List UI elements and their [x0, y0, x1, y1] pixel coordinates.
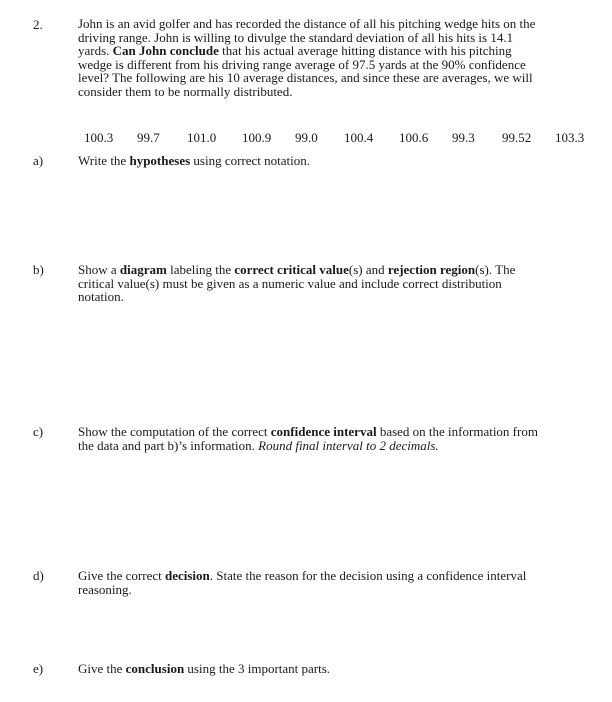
data-value: 103.3: [555, 130, 585, 145]
part-a-label: a): [33, 153, 44, 168]
part-d-keyword: decision: [164, 568, 210, 583]
part-c-keyword: confidence interval: [270, 424, 377, 439]
part-d-text: Give the correct decision. State the reason for the decision using a confidence interval reasoning.: [78, 568, 527, 597]
intro-yards: yards.: [78, 43, 110, 59]
part-e-label: e): [33, 661, 44, 676]
part-e-text: Give the conclusion using the 3 important parts.: [78, 661, 331, 676]
intro-question-bold: Can John conclude: [112, 43, 219, 59]
data-value: 100.3: [84, 130, 114, 145]
intro-line-5: level? The following are his 10 average distances, and since these are averages, we will: [78, 70, 533, 86]
data-value: 99.3: [452, 130, 475, 145]
data-value: 99.0: [295, 130, 318, 145]
intro-line-6: consider them to be normally distributed.: [78, 83, 293, 99]
intro-line-4: wedge is different from his driving range average of 97.5 yards at the 90% confidence: [78, 56, 526, 72]
data-value: 100.9: [242, 130, 272, 145]
part-a-text: Write the hypotheses using correct notation.: [78, 153, 311, 168]
part-c-text: Show the computation of the correct confidence interval based on the information from the data and part b)’s information. Round final interval to 2 decimals.: [78, 424, 538, 453]
part-a-keyword: hypotheses: [129, 153, 191, 168]
intro-line-3-rest: that his actual average hitting distance with his pitching: [222, 43, 512, 59]
data-value: 100.4: [344, 130, 374, 145]
data-value: 101.0: [187, 130, 217, 145]
part-c-rounding-note: Round final interval to 2 decimals.: [258, 437, 439, 453]
data-value: 99.52: [502, 130, 532, 145]
part-b-text: Show a diagram labeling the correct critical value(s) and rejection region(s). The critical value(s) must be given as a numeric value and include correct distribution notation.: [78, 262, 516, 305]
data-value: 100.6: [399, 130, 429, 145]
intro-line-2: driving range. John is willing to divulge the standard deviation of all his hits is 14.1: [78, 29, 514, 45]
data-value: 99.7: [137, 130, 160, 145]
part-b-keyword-critical: correct critical value: [234, 262, 349, 277]
part-b-keyword-diagram: diagram: [119, 262, 167, 277]
part-e-keyword: conclusion: [125, 661, 185, 676]
part-c-label: c): [33, 424, 44, 439]
part-d-label: d): [33, 568, 44, 583]
problem-number: 2.: [33, 17, 43, 32]
part-b-label: b): [33, 262, 44, 277]
intro-line-1: John is an avid golfer and has recorded the distance of all his pitching wedge hits on the: [78, 16, 536, 31]
part-b-keyword-rejection: rejection region: [387, 262, 476, 277]
intro-line-3: [78, 44, 598, 58]
problem-intro: [78, 17, 598, 99]
